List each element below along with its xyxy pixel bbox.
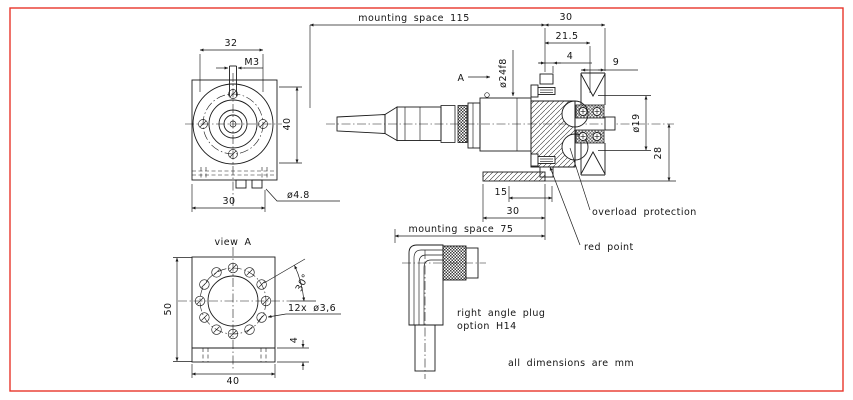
dim-21-5-label: 21.5	[555, 31, 579, 42]
view-a	[163, 237, 341, 387]
dim-4-label: 4	[566, 51, 574, 62]
mounting-space-115-label: mounting space 115	[358, 13, 470, 24]
straight-plug	[337, 103, 480, 148]
mounting-space-75-label: mounting space 75	[408, 224, 514, 235]
sheet-border	[10, 8, 843, 391]
mounting-flange-section	[531, 74, 588, 177]
shaft-stub	[605, 117, 615, 130]
dim-4-slot-label: 4	[289, 336, 300, 344]
dim-30-plate-label: 30	[506, 206, 520, 217]
right-angle-plug-view	[395, 224, 545, 379]
front-flange-view	[185, 38, 340, 212]
overload-protection-label: overload protection	[592, 207, 697, 218]
dim-40-width-label: 40	[226, 376, 240, 387]
hole-diameter-label: ø4.8	[287, 190, 310, 201]
dim-30-depth-label: 30	[559, 12, 573, 23]
right-angle-plug-label: right angle plug	[457, 308, 546, 319]
side-view	[310, 12, 697, 253]
dim-32-label: 32	[224, 38, 238, 49]
red-point-label: red point	[584, 242, 634, 253]
holes-12x-label: 12x ø3,6	[288, 303, 337, 314]
dim-40-label: 40	[282, 117, 293, 131]
dim-15-label: 15	[494, 187, 508, 198]
view-a-title: view A	[214, 237, 252, 248]
dia-19-label: ø19	[631, 113, 642, 133]
plug-option-label: option H14	[457, 321, 517, 332]
view-direction-label: A	[457, 73, 465, 84]
dim-50-label: 50	[163, 302, 174, 316]
dia-24-label: ø24f8	[498, 58, 509, 88]
dim-9-label: 9	[612, 57, 620, 68]
dimensions-note: all dimensions are mm	[508, 358, 635, 369]
m3-thread-label: M3	[244, 57, 260, 68]
dim-28-label: 28	[653, 146, 664, 160]
mounting-plate	[483, 172, 545, 181]
encoder-housing	[480, 93, 531, 151]
angle-30-label: 30°	[293, 272, 312, 294]
dim-30-base-label: 30	[222, 196, 236, 207]
